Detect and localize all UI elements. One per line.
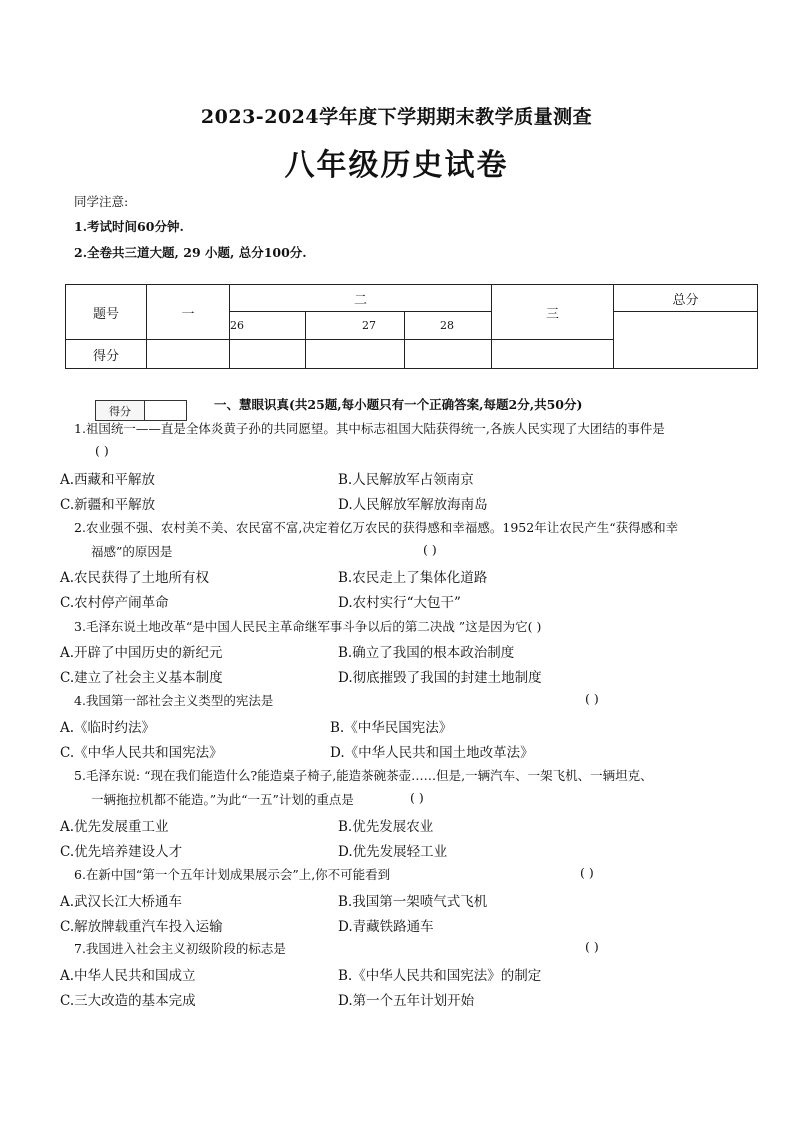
section-score-input[interactable] <box>145 401 186 420</box>
option-c[interactable]: C.新疆和平解放 <box>60 497 156 513</box>
option-a[interactable]: A.西藏和平解放 <box>60 472 156 488</box>
option-d[interactable]: D.彻底摧毁了我国的封建土地制度 <box>338 670 542 686</box>
notice-item: 2.全卷共三道大题, 29 小题, 总分100分. <box>74 245 307 260</box>
score-table-sub-27: 27 <box>306 312 405 340</box>
option-d[interactable]: D.人民解放军解放海南岛 <box>338 497 488 513</box>
paper-title: 八年级历史试卷 <box>284 148 509 183</box>
option-b[interactable]: B.农民走上了集体化道路 <box>338 570 488 586</box>
question-stem: 4.我国第一部社会主义类型的宪法是 <box>74 693 274 708</box>
question-stem: 6.在新中国“第一个五年计划成果展示会”上,你不可能看到 <box>74 867 391 882</box>
question-stem: 3.毛泽东说土地改革“是中国人民民主革命继军事斗争以后的第二决战 ”这是因为它( ) <box>74 619 542 634</box>
question-stem: 7.我国进入社会主义初级阶段的标志是 <box>74 941 286 956</box>
option-b[interactable]: B.我国第一架喷气式飞机 <box>338 894 488 910</box>
option-a[interactable]: A.优先发展重工业 <box>60 819 169 835</box>
section-heading: 一、慧眼识真(共25题,每小题只有一个正确答案,每题2分,共50分) <box>214 397 583 412</box>
option-d[interactable]: D.优先发展轻工业 <box>338 844 448 860</box>
option-c[interactable]: C.优先培养建设人才 <box>60 844 183 860</box>
score-table-total-cell[interactable] <box>614 312 758 369</box>
option-c[interactable]: C.建立了社会主义基本制度 <box>60 670 223 686</box>
score-table-cell[interactable] <box>147 340 230 369</box>
exam-title: 2023-2024学年度下学期期末教学质量测查 <box>200 106 593 128</box>
option-a[interactable]: A.开辟了中国历史的新纪元 <box>60 645 223 661</box>
score-table-score-label: 得分 <box>66 340 147 369</box>
score-table-number-label: 题号 <box>66 285 147 340</box>
option-d[interactable]: D.第一个五年计划开始 <box>338 993 475 1009</box>
option-d[interactable]: D.青藏铁路通车 <box>338 919 434 935</box>
answer-blank[interactable]: ( ) <box>585 939 599 954</box>
option-b[interactable]: B.确立了我国的根本政治制度 <box>338 645 515 661</box>
option-a[interactable]: A.中华人民共和国成立 <box>60 968 196 984</box>
section-score-label: 得分 <box>96 401 145 420</box>
option-a[interactable]: A.农民获得了土地所有权 <box>60 570 210 586</box>
answer-blank[interactable]: ( ) <box>580 865 594 880</box>
answer-blank[interactable]: ( ) <box>585 691 599 706</box>
score-table <box>65 284 758 369</box>
notice-item: 1.考试时间60分钟. <box>74 219 184 234</box>
score-table-col-three: 三 <box>492 285 614 340</box>
option-d[interactable]: D.《中华人民共和国土地改革法》 <box>330 745 534 761</box>
question-stem: 一辆拖拉机都不能造。”为此“一五”计划的重点是 <box>91 792 354 807</box>
question-stem: 福感”的原因是 <box>91 544 173 559</box>
option-c[interactable]: C.农村停产闹革命 <box>60 595 169 611</box>
answer-blank[interactable]: ( ) <box>410 790 424 805</box>
option-b[interactable]: B.《中华民国宪法》 <box>330 720 453 736</box>
question-stem: 1.祖国统一——直是全体炎黄子孙的共同愿望。其中标志祖国大陆获得统一,各族人民实现了大团结的事件是 <box>74 421 665 436</box>
score-table-cell[interactable] <box>230 340 306 369</box>
score-table-sub-28: 28 <box>405 312 492 340</box>
question-stem: 2.农业强不强、农村美不美、农民富不富,决定着亿万农民的获得感和幸福感。1952年让农民产生“获得感和幸 <box>74 520 679 535</box>
score-table-cell[interactable] <box>306 340 405 369</box>
option-a[interactable]: A.《临时约法》 <box>60 720 156 736</box>
score-table-cell[interactable] <box>492 340 614 369</box>
option-a[interactable]: A.武汉长江大桥通车 <box>60 894 183 910</box>
option-b[interactable]: B.《中华人民共和国宪法》的制定 <box>338 968 542 984</box>
answer-blank[interactable]: ( ) <box>423 542 437 557</box>
question-stem: 5.毛泽东说: “现在我们能造什么?能造桌子椅子,能造茶碗茶壶……但是,一辆汽车、一架飞机、一辆坦克、 <box>74 768 653 783</box>
option-c[interactable]: C.三大改造的基本完成 <box>60 993 196 1009</box>
option-d[interactable]: D.农村实行“大包干” <box>338 595 461 611</box>
section-score-box <box>95 400 187 421</box>
score-table-sub-26: 26 <box>230 312 306 340</box>
option-b[interactable]: B.人民解放军占领南京 <box>338 472 474 488</box>
score-table-cell[interactable] <box>405 340 492 369</box>
option-c[interactable]: C.解放牌载重汽车投入运输 <box>60 919 223 935</box>
score-table-col-two: 二 <box>230 285 492 312</box>
notice-heading: 同学注意: <box>74 194 129 209</box>
score-table-col-one: 一 <box>147 285 230 340</box>
score-table-col-total: 总分 <box>614 285 758 312</box>
option-c[interactable]: C.《中华人民共和国宪法》 <box>60 745 223 761</box>
answer-blank[interactable]: ( ) <box>95 443 109 458</box>
option-b[interactable]: B.优先发展农业 <box>338 819 434 835</box>
